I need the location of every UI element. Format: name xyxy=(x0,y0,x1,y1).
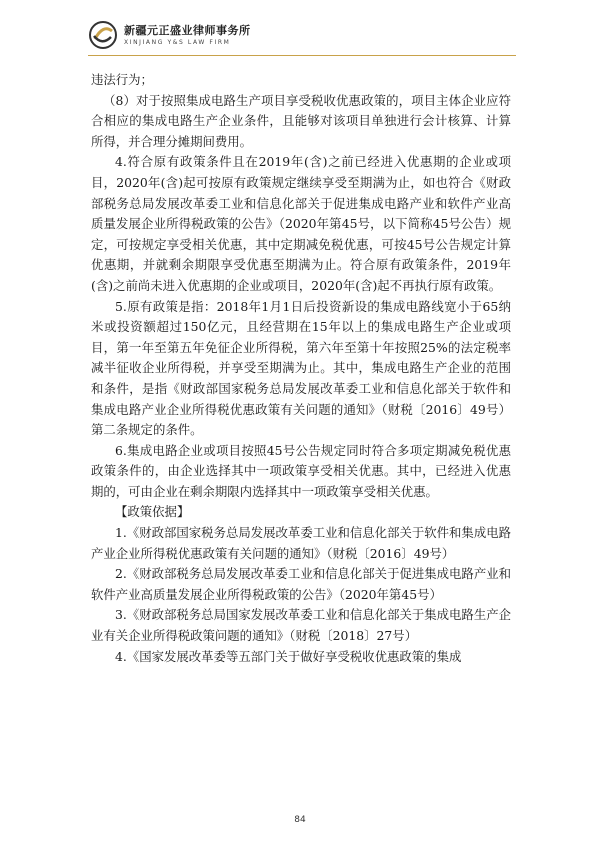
policy-reference-4: 4.《国家发展改革委等五部门关于做好享受税收优惠政策的集成 xyxy=(115,648,462,664)
firm-name-cn: 新疆元正盛业律师事务所 xyxy=(124,24,251,37)
policy-reference-3: 3.《财政部税务总局国家发展改革委工业和信息化部关于集成电路生产企业有关企业所得税政策问题的通知》（财税〔2018〕27号） xyxy=(91,607,511,644)
header-divider xyxy=(88,55,516,56)
page-number: 84 xyxy=(294,815,306,825)
paragraph-item-8: （8）对于按照集成电路生产项目享受税收优惠政策的，项目主体企业应符合相应的集成电路生产企业条件，且能够对该项目单独进行会计核算、计算所得，并合理分摊期间费用。 xyxy=(91,92,511,149)
page-header xyxy=(88,16,518,56)
paragraph-item-5: 5.原有政策是指：2018年1月1日后投资新设的集成电路线宽小于65纳米或投资额超过150亿元，且经营期在15年以上的集成电路生产企业或项目，第一年至第五年免征企业所得税，第六年至第十年按照25%的法定税率减半征收企业所得税，并享受至期满为止。其中，集成电路生产企业的范围和条件，是指《财政部国家税务总局发展改革委工业和信息化部关于软件和集成电路产业企业所得税优惠政策有关问题的通知》（财税〔2016〕49号）第二条规定的条件。 xyxy=(91,298,511,438)
policy-reference-1: 1.《财政部国家税务总局发展改革委工业和信息化部关于软件和集成电路产业企业所得税优惠政策有关问题的通知》（财税〔2016〕49号） xyxy=(91,525,511,561)
policy-reference-2: 2.《财政部税务总局发展改革委工业和信息化部关于促进集成电路产业和软件产业高质量发展企业所得税政策的公告》（2020年第45号） xyxy=(91,566,511,602)
paragraph-continuation: 违法行为； xyxy=(91,72,153,87)
paragraph-item-4: 4.符合原有政策条件且在2019年(含)之前已经进入优惠期的企业或项目，2020年(含)起可按原有政策规定继续享受至期满为止，如也符合《财政部税务总局发展改革委工业和信息化部关于促进集成电路产业和软件产业高质量发展企业所得税政策的公告》（2020年第45号，以下简称45号公告）规定，可按规定享受相关优惠，其中定期减免税优惠，可按45号公告规定计算优惠期，并就剩余期限享受优惠至期满为止。符合原有政策条件，2019年(含)之前尚未进入优惠期的企业或项目，2020年(含)起不再执行原有政策。 xyxy=(91,154,511,293)
document-body xyxy=(91,70,511,667)
section-heading-policy-basis: 【政策依据】 xyxy=(115,504,190,520)
firm-name-en: XINJIANG Y&S LAW FIRM xyxy=(124,39,231,46)
paragraph-item-6: 6.集成电路企业或项目按照45号公告规定同时符合多项定期减免税优惠政策条件的，由企业选择其中一项政策享受相关优惠。其中，已经进入优惠期的，可由企业在剩余期限内选择其中一项政策享受相关优惠。 xyxy=(91,442,511,499)
firm-logo xyxy=(88,20,118,50)
